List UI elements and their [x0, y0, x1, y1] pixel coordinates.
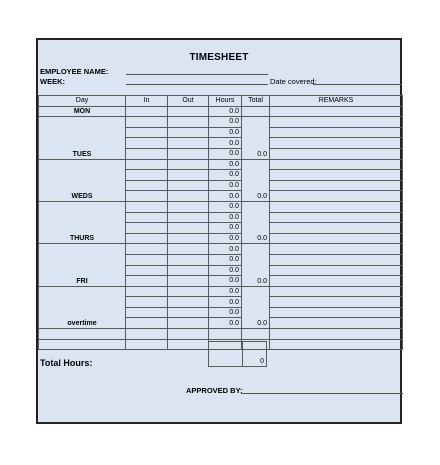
- time-out-cell[interactable]: [168, 170, 209, 181]
- time-in-cell[interactable]: [126, 106, 168, 117]
- time-in-cell[interactable]: [126, 276, 168, 287]
- table-row: [39, 106, 403, 117]
- blank-cell[interactable]: [270, 339, 403, 350]
- table-body: [39, 106, 403, 350]
- time-in-cell[interactable]: [126, 159, 168, 170]
- time-out-cell[interactable]: [168, 180, 209, 191]
- time-out-cell[interactable]: [168, 276, 209, 287]
- remarks-cell[interactable]: [270, 307, 403, 318]
- hours-cell: 0.0: [209, 233, 242, 244]
- hours-cell: 0.0: [209, 148, 242, 159]
- hours-cell: 0.0: [209, 318, 242, 329]
- blank-cell[interactable]: [39, 339, 126, 350]
- time-out-cell[interactable]: [168, 265, 209, 276]
- time-out-cell[interactable]: [168, 159, 209, 170]
- remarks-cell[interactable]: [270, 170, 403, 181]
- remarks-cell[interactable]: [270, 117, 403, 128]
- hours-cell: 0.0: [209, 127, 242, 138]
- time-out-cell[interactable]: [168, 148, 209, 159]
- table-row: [39, 201, 403, 212]
- remarks-cell[interactable]: [270, 265, 403, 276]
- time-in-cell[interactable]: [126, 148, 168, 159]
- approved-by-label: APPROVED BY:: [186, 386, 243, 395]
- time-in-cell[interactable]: [126, 138, 168, 149]
- remarks-cell[interactable]: [270, 106, 403, 117]
- table-row: [39, 159, 403, 170]
- remarks-cell[interactable]: [270, 127, 403, 138]
- remarks-cell[interactable]: [270, 244, 403, 255]
- hours-cell: 0.0: [209, 159, 242, 170]
- remarks-cell[interactable]: [270, 254, 403, 265]
- time-out-cell[interactable]: [168, 191, 209, 202]
- time-in-cell[interactable]: [126, 254, 168, 265]
- time-in-cell[interactable]: [126, 297, 168, 308]
- time-out-cell[interactable]: [168, 286, 209, 297]
- hours-cell: 0.0: [209, 180, 242, 191]
- table-row: [39, 244, 403, 255]
- day-label: TUES: [39, 117, 126, 159]
- day-total-cell: 0.0: [242, 201, 270, 243]
- remarks-cell[interactable]: [270, 286, 403, 297]
- column-header: Hours: [209, 96, 242, 107]
- column-header: Out: [168, 96, 209, 107]
- hours-cell: 0.0: [209, 265, 242, 276]
- time-out-cell[interactable]: [168, 244, 209, 255]
- remarks-cell[interactable]: [270, 159, 403, 170]
- remarks-cell[interactable]: [270, 180, 403, 191]
- day-total-cell: [242, 106, 270, 117]
- total-hours-label: Total Hours:: [40, 358, 93, 368]
- time-in-cell[interactable]: [126, 307, 168, 318]
- time-out-cell[interactable]: [168, 233, 209, 244]
- hours-cell: 0.0: [209, 297, 242, 308]
- table-header-row: [39, 96, 403, 107]
- time-out-cell[interactable]: [168, 297, 209, 308]
- time-out-cell[interactable]: [168, 127, 209, 138]
- time-in-cell[interactable]: [126, 170, 168, 181]
- time-in-cell[interactable]: [126, 265, 168, 276]
- total-box-divider: [242, 342, 243, 366]
- blank-cell[interactable]: [39, 329, 126, 340]
- time-in-cell[interactable]: [126, 201, 168, 212]
- week-label: WEEK:: [40, 77, 65, 86]
- approved-by-field[interactable]: [241, 393, 403, 394]
- remarks-cell[interactable]: [270, 148, 403, 159]
- hours-cell: 0.0: [209, 138, 242, 149]
- remarks-cell[interactable]: [270, 191, 403, 202]
- time-out-cell[interactable]: [168, 117, 209, 128]
- time-out-cell[interactable]: [168, 212, 209, 223]
- hours-cell: 0.0: [209, 212, 242, 223]
- week-field[interactable]: [126, 84, 268, 85]
- remarks-cell[interactable]: [270, 201, 403, 212]
- time-in-cell[interactable]: [126, 212, 168, 223]
- time-out-cell[interactable]: [168, 201, 209, 212]
- hours-cell: 0.0: [209, 191, 242, 202]
- time-out-cell[interactable]: [168, 307, 209, 318]
- date-covered-label: Date covered:: [270, 77, 317, 86]
- hours-cell: 0.0: [209, 170, 242, 181]
- hours-cell: 0.0: [209, 254, 242, 265]
- day-label: FRI: [39, 244, 126, 286]
- table-row: [39, 329, 403, 340]
- table-row: [39, 286, 403, 297]
- column-header: Day: [39, 96, 126, 107]
- time-in-cell[interactable]: [126, 286, 168, 297]
- blank-cell[interactable]: [270, 329, 403, 340]
- remarks-cell[interactable]: [270, 223, 403, 234]
- total-hours-value: 0: [260, 358, 264, 365]
- remarks-cell[interactable]: [270, 276, 403, 287]
- day-total-cell: 0.0: [242, 159, 270, 201]
- remarks-cell[interactable]: [270, 138, 403, 149]
- hours-cell: 0.0: [209, 223, 242, 234]
- day-label: WEDS: [39, 159, 126, 201]
- column-header: Total: [242, 96, 270, 107]
- day-total-cell: 0.0: [242, 244, 270, 286]
- employee-name-field[interactable]: [126, 74, 268, 75]
- total-hours-box: [208, 341, 267, 367]
- hours-cell: 0.0: [209, 244, 242, 255]
- day-label: THURS: [39, 201, 126, 243]
- date-covered-field[interactable]: [313, 84, 402, 85]
- time-out-cell[interactable]: [168, 106, 209, 117]
- hours-cell: 0.0: [209, 286, 242, 297]
- time-in-cell[interactable]: [126, 191, 168, 202]
- day-label: overtime: [39, 286, 126, 328]
- time-in-cell[interactable]: [126, 223, 168, 234]
- remarks-cell[interactable]: [270, 318, 403, 329]
- hours-cell: 0.0: [209, 276, 242, 287]
- hours-cell: 0.0: [209, 117, 242, 128]
- blank-cell[interactable]: [126, 329, 168, 340]
- page-title: TIMESHEET: [189, 52, 249, 63]
- column-header: REMARKS: [270, 96, 403, 107]
- column-header: In: [126, 96, 168, 107]
- day-total-cell: 0.0: [242, 286, 270, 328]
- employee-name-label: EMPLOYEE NAME:: [40, 67, 109, 76]
- time-out-cell[interactable]: [168, 223, 209, 234]
- time-out-cell[interactable]: [168, 254, 209, 265]
- blank-cell[interactable]: [126, 339, 168, 350]
- hours-cell: 0.0: [209, 307, 242, 318]
- remarks-cell[interactable]: [270, 212, 403, 223]
- remarks-cell[interactable]: [270, 297, 403, 308]
- blank-cell[interactable]: [209, 329, 242, 340]
- day-total-cell: 0.0: [242, 117, 270, 159]
- table-row: [39, 117, 403, 128]
- day-label: MON: [39, 106, 126, 117]
- hours-cell: 0.0: [209, 201, 242, 212]
- blank-cell[interactable]: [242, 329, 270, 340]
- timesheet-table: [38, 95, 403, 350]
- remarks-cell[interactable]: [270, 233, 403, 244]
- blank-cell[interactable]: [168, 339, 209, 350]
- time-out-cell[interactable]: [168, 138, 209, 149]
- hours-cell: 0.0: [209, 106, 242, 117]
- time-in-cell[interactable]: [126, 127, 168, 138]
- time-in-cell[interactable]: [126, 233, 168, 244]
- blank-cell[interactable]: [168, 329, 209, 340]
- time-in-cell[interactable]: [126, 180, 168, 191]
- timesheet-form: [36, 38, 402, 424]
- time-in-cell[interactable]: [126, 244, 168, 255]
- time-out-cell[interactable]: [168, 318, 209, 329]
- time-in-cell[interactable]: [126, 117, 168, 128]
- time-in-cell[interactable]: [126, 318, 168, 329]
